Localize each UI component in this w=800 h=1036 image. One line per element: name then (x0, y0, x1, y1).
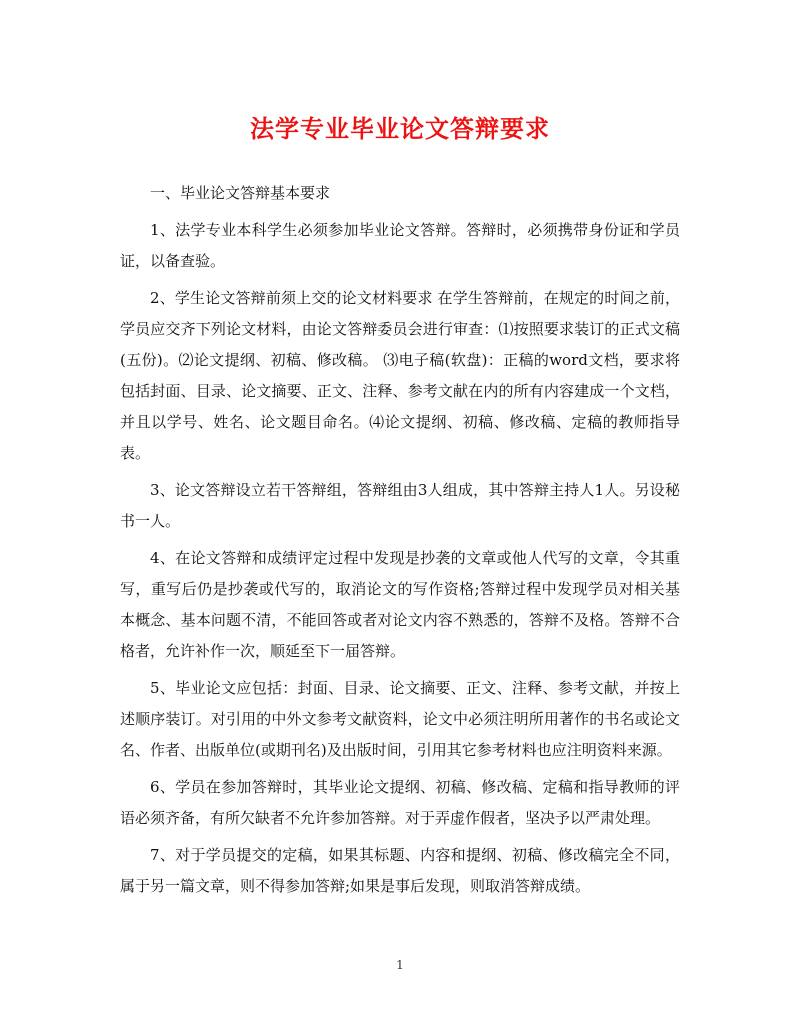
paragraph-1: 1、法学专业本科学生必须参加毕业论文答辩。答辩时，必须携带身份证和学员证，以备查验。 (120, 221, 680, 270)
paragraph-7: 7、对于学员提交的定稿，如果其标题、内容和提纲、初稿、修改稿完全不同，属于另一篇文章，则不得参加答辩;如果是事后发现，则取消答辩成绩。 (120, 846, 680, 895)
paragraph-3: 3、论文答辩设立若干答辩组，答辩组由3人组成，其中答辩主持人1人。另设秘书一人。 (120, 481, 680, 530)
paragraph-6: 6、学员在参加答辩时，其毕业论文提纲、初稿、修改稿、定稿和指导教师的评语必须齐备，有所欠缺者不允许参加答辩。对于弄虚作假者，坚决予以严肃处理。 (120, 778, 680, 827)
section-heading: 一、毕业论文答辩基本要求 (150, 184, 331, 202)
document-body (120, 178, 680, 908)
paragraph-4: 4、在论文答辩和成绩评定过程中发现是抄袭的文章或他人代写的文章，令其重写，重写后仍是抄袭或代写的，取消论文的写作资格;答辩过程中发现学员对相关基本概念、基本问题不清，不能回答或者对论文内容不熟悉的，答辩不及格。答辩不合格者，允许补作一次，顺延至下一届答辩。 (120, 549, 680, 660)
document-title: 法学专业毕业论文答辩要求 (250, 114, 550, 143)
page-number: 1 (396, 958, 404, 972)
paragraph-5: 5、毕业论文应包括：封面、目录、论文摘要、正文、注释、参考文献，并按上述顺序装订。对引用的中外文参考文献资料，论文中必须注明所用著作的书名或论文名、作者、出版单位(或期刊名)及出版时间，引用其它参考材料也应注明资料来源。 (120, 679, 680, 759)
paragraph-2: 2、学生论文答辩前须上交的论文材料要求 在学生答辩前，在规定的时间之前，学员应交齐下列论文材料，由论文答辩委员会进行审查：⑴按照要求装订的正式文稿(五份)。⑵论文提纲、初稿、修改稿。 ⑶电子稿(软盘)：正稿的word文档，要求将包括封面、目录、论文摘要、正文、注释、参考文献在内的所有内容建成一个文档，并且以学号、姓名、论文题目命名。⑷论文提纲、初稿、修改稿、定稿的教师指导表。 (120, 289, 680, 462)
